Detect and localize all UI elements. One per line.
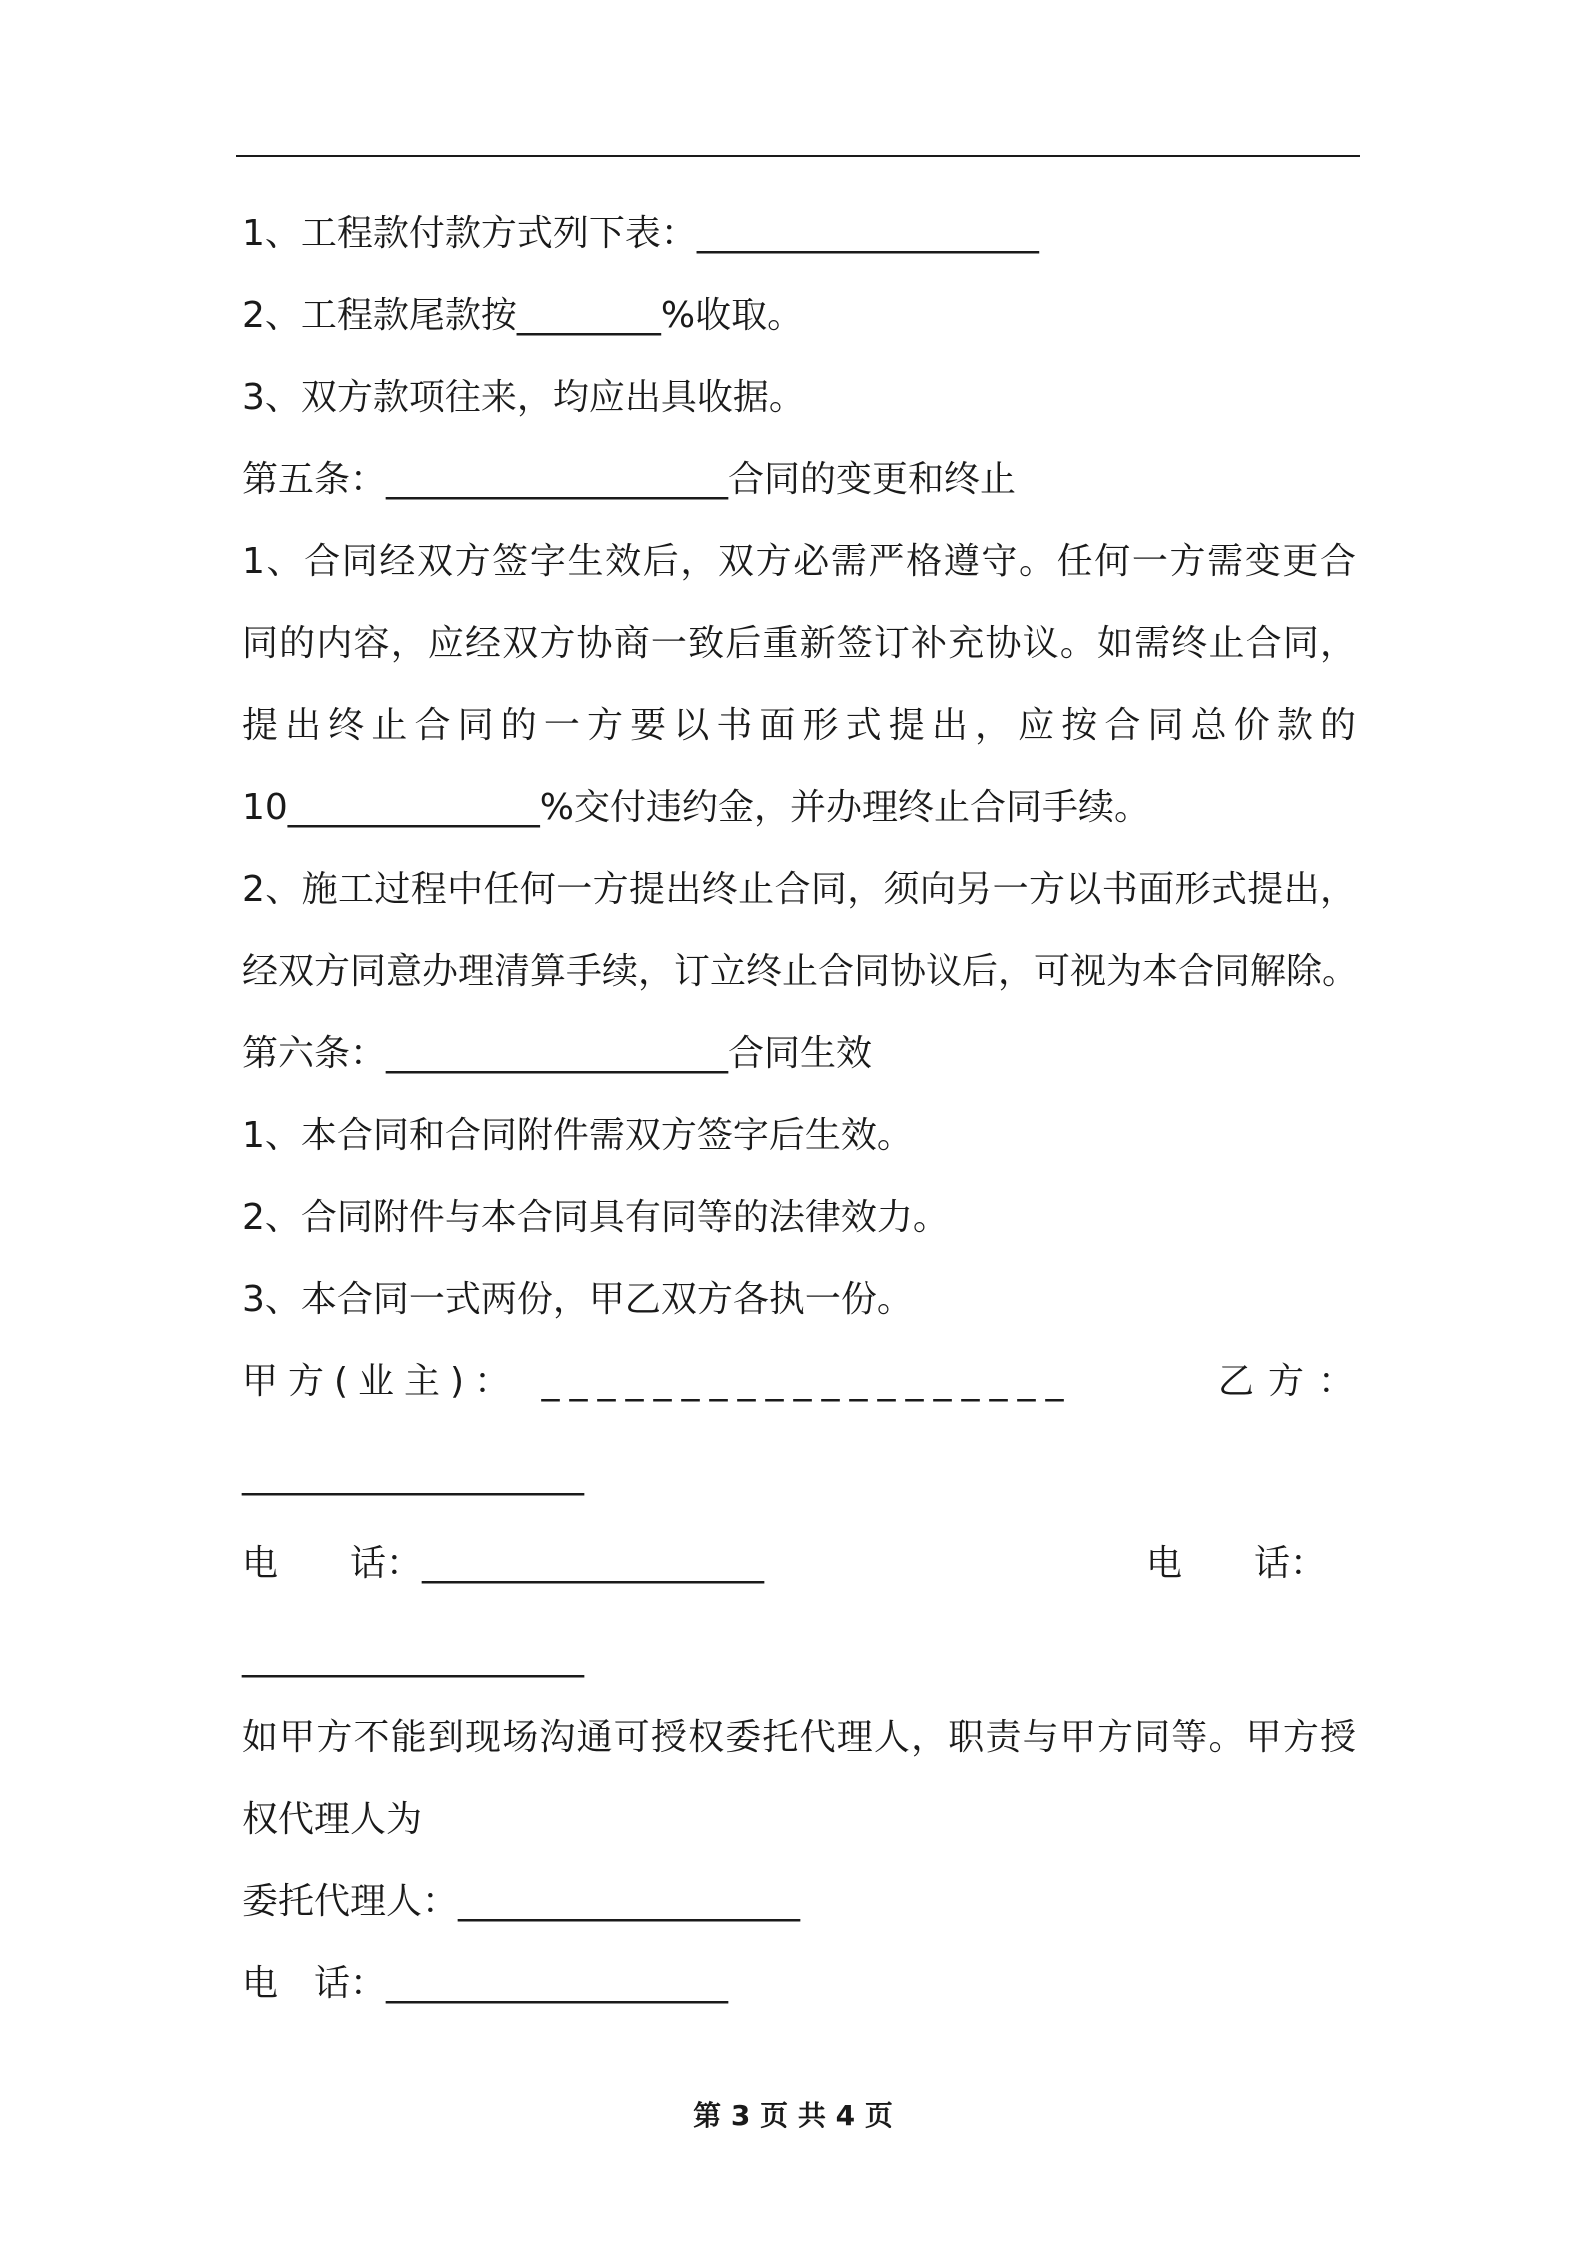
page-number-footer: 第 3 页 共 4 页 (693, 2099, 893, 2132)
final-payment-line: 2、工程款尾款按________%收取。 (242, 295, 804, 336)
party-b-label: 乙方： (1218, 1361, 1369, 1402)
clause-5-1-line-3: 提出终止合同的一方要以书面形式提出，应按合同总价款的 (242, 705, 1356, 746)
article-5-heading: 第五条：___________________合同的变更和终止 (242, 459, 1017, 500)
agent-clause-line-1: 如甲方不能到现场沟通可授权委托代理人，职责与甲方同等。甲方授 (242, 1717, 1356, 1758)
header-rule (236, 155, 1360, 157)
clause-6-1: 1、本合同和合同附件需双方签字后生效。 (242, 1115, 913, 1156)
agent-name-line: 委托代理人：___________________ (242, 1881, 801, 1922)
clause-5-1-line-4: 10______________%交付违约金，并办理终止合同手续。 (242, 787, 1151, 828)
clause-5-2-line-2: 经双方同意办理清算手续，订立终止合同协议后，可视为本合同解除。 (242, 951, 1359, 992)
clause-5-2-line-1: 2、施工过程中任何一方提出终止合同，须向另一方以书面形式提出， (242, 869, 1356, 910)
clause-5-1-line-2: 同的内容，应经双方协商一致后重新签订补充协议。如需终止合同， (242, 623, 1356, 664)
receipt-line: 3、双方款项往来，均应出具收据。 (242, 377, 805, 418)
party-a-phone: 电 话：___________________ (242, 1543, 765, 1584)
party-a-signature: 甲方(业主)： ___________________ (242, 1361, 1074, 1402)
clause-5-1-line-1: 1、合同经双方签字生效后，双方必需严格遵守。任何一方需变更合 (242, 541, 1356, 582)
party-b-phone-label: 电 话： (1146, 1543, 1327, 1584)
party-b-signature-line: ___________________ (242, 1455, 584, 1496)
clause-6-3: 3、本合同一式两份，甲乙双方各执一份。 (242, 1279, 913, 1320)
party-b-phone-line: ___________________ (242, 1637, 584, 1678)
agent-clause-line-2: 权代理人为 (242, 1799, 423, 1840)
agent-phone-line: 电 话：___________________ (242, 1963, 729, 2004)
payment-method-line: 1、工程款付款方式列下表：___________________ (242, 213, 1039, 254)
article-6-heading: 第六条：___________________合同生效 (242, 1033, 873, 1074)
clause-6-2: 2、合同附件与本合同具有同等的法律效力。 (242, 1197, 949, 1238)
